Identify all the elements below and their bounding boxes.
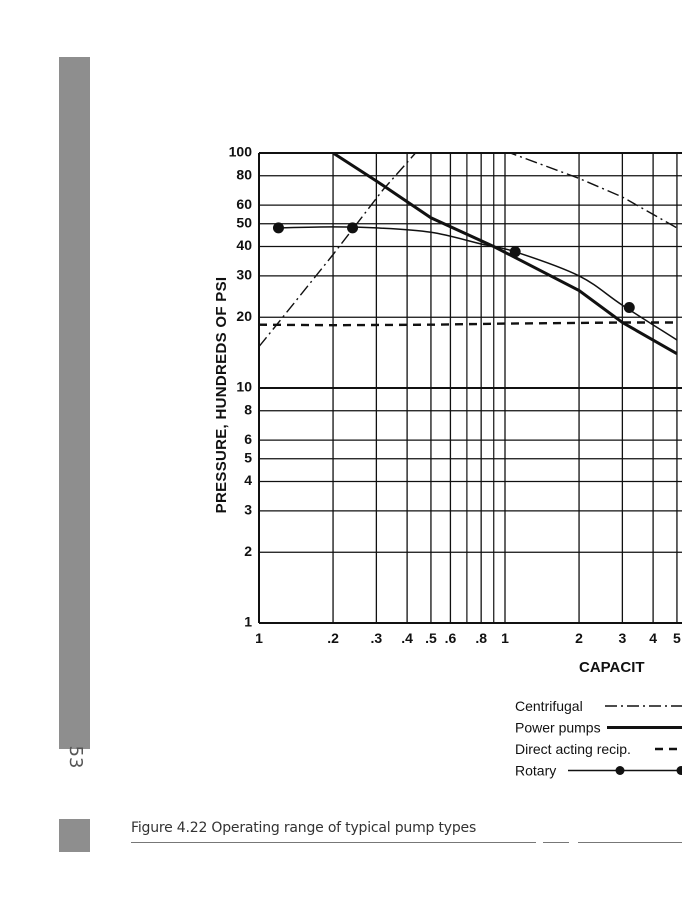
- x-tick-label: 4: [649, 630, 658, 646]
- legend-entry-label: Centrifugal: [515, 698, 583, 714]
- y-tick-label: 2: [244, 542, 252, 559]
- x-tick-label: .3: [370, 630, 383, 646]
- rotary-marker: [624, 302, 635, 313]
- legend-entry-marker: [677, 766, 682, 775]
- rotary-marker: [510, 246, 521, 257]
- x-tick-label: 5: [673, 630, 681, 646]
- rotary-line: [279, 227, 677, 340]
- y-tick-label: 4: [244, 472, 252, 489]
- y-tick-label: 8: [244, 401, 252, 418]
- caption-rule: [543, 842, 569, 843]
- y-tick-label: 40: [236, 237, 252, 254]
- x-tick-label: .8: [475, 630, 488, 646]
- y-tick-label: 1: [244, 613, 252, 630]
- legend: [515, 698, 682, 779]
- series-lines: [259, 151, 677, 354]
- y-tick-label: 80: [236, 166, 252, 183]
- x-tick-label: .2: [327, 630, 339, 646]
- x-tick-label: 1: [255, 630, 263, 646]
- x-tick-label: .5: [425, 630, 437, 646]
- y-tick-label: 6: [244, 430, 252, 447]
- rotary-marker: [347, 222, 358, 233]
- x-tick-label: 1: [501, 630, 509, 646]
- y-tick-label: 5: [244, 449, 252, 466]
- tick-labels: [229, 144, 681, 646]
- direct-acting-recip-line: [259, 323, 677, 326]
- y-tick-label: 20: [236, 307, 252, 324]
- rotary-marker: [273, 222, 284, 233]
- y-tick-label: 3: [244, 501, 252, 518]
- legend-entry-label: Power pumps: [515, 719, 601, 736]
- figure-caption: Figure 4.22 Operating range of typical pump types: [131, 820, 477, 836]
- caption-rule: [131, 842, 536, 843]
- legend-entry-label: Direct acting recip.: [515, 741, 631, 757]
- y-axis-label: PRESSURE, HUNDREDS OF PSI: [212, 276, 230, 514]
- centrifugal-line-segment: [505, 151, 677, 228]
- x-axis-label: CAPACIT: [579, 659, 645, 676]
- series-markers: [273, 222, 635, 313]
- page-number: 53: [65, 745, 86, 769]
- legend-entry-label: Rotary: [515, 762, 557, 779]
- y-tick-label: 100: [228, 143, 252, 160]
- caption-rule: [578, 842, 682, 843]
- x-tick-label: 3: [618, 630, 627, 646]
- y-tick-label: 30: [236, 266, 252, 283]
- y-tick-label: 60: [236, 195, 252, 212]
- x-tick-label: .4: [401, 630, 413, 646]
- gridlines: [259, 153, 682, 623]
- y-tick-label: 50: [236, 214, 252, 231]
- legend-entry-marker: [616, 766, 625, 775]
- x-tick-label: 2: [575, 630, 583, 646]
- x-tick-label: .6: [444, 630, 457, 646]
- y-tick-label: 10: [236, 378, 252, 395]
